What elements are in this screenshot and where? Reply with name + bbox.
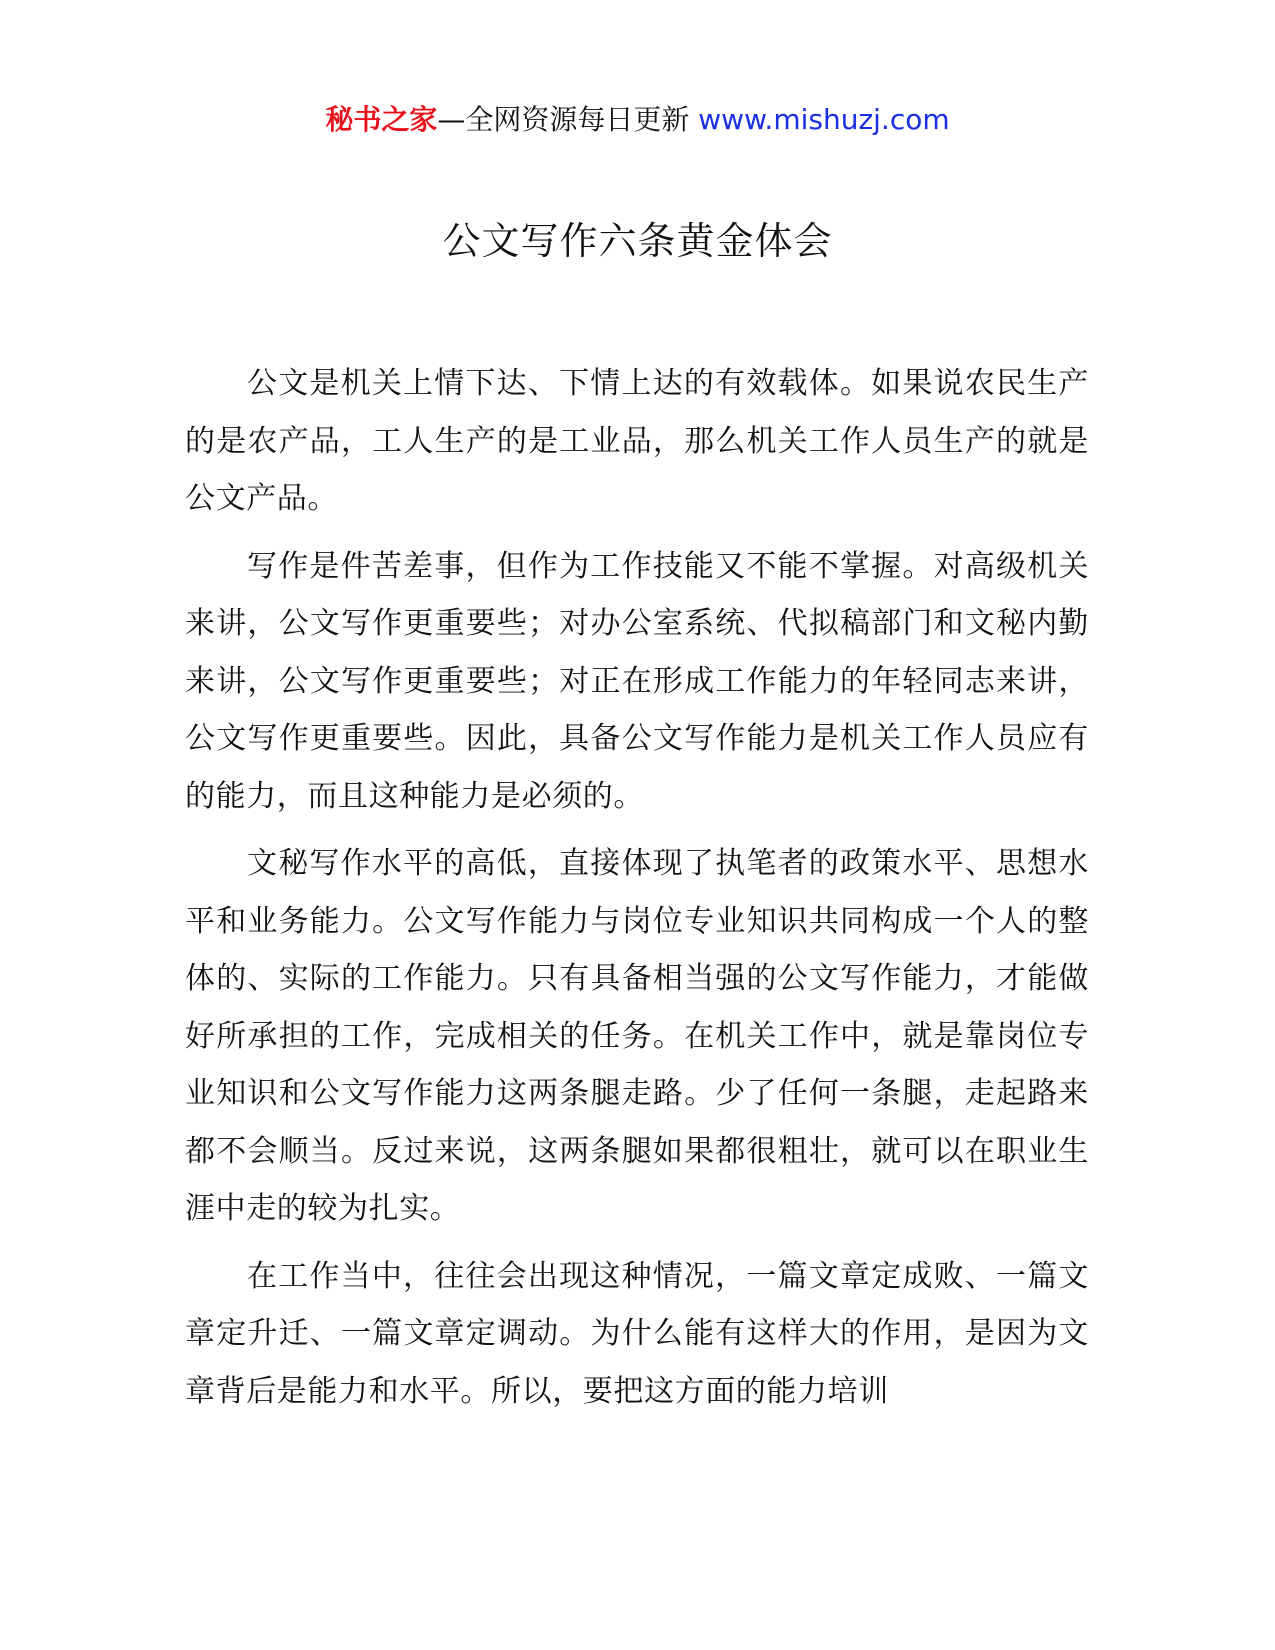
site-header <box>0 100 1275 140</box>
document-body <box>185 355 1089 1430</box>
paragraph-3: 文秘写作水平的高低，直接体现了执笔者的政策水平、思想水平和业务能力。公文写作能力与岗位专业知识共同构成一个人的整体的、实际的工作能力。只有具备相当强的公文写作能力，才能做好所承担的工作，完成相关的任务。在机关工作中，就是靠岗位专业知识和公文写作能力这两条腿走路。少了任何一条腿，走起路来都不会顺当。反过来说，这两条腿如果都很粗壮，就可以在职业生涯中走的较为扎实。 <box>185 846 1089 1226</box>
paragraph-4: 在工作当中，往往会出现这种情况，一篇文章定成败、一篇文章定升迁、一篇文章定调动。为什么能有这样大的作用，是因为文章背后是能力和水平。所以，要把这方面的能力培训 <box>185 1258 1089 1409</box>
paragraph-2: 写作是件苦差事，但作为工作技能又不能不掌握。对高级机关来讲，公文写作更重要些；对办公室系统、代拟稿部门和文秘内勤来讲，公文写作更重要些；对正在形成工作能力的年轻同志来讲，公文写作更重要些。因此，具备公文写作能力是机关工作人员应有的能力，而且这种能力是必须的。 <box>185 548 1089 814</box>
header-tagline: —全网资源每日更新 <box>437 103 699 136</box>
paragraph-1: 公文是机关上情下达、下情上达的有效载体。如果说农民生产的是农产品，工人生产的是工业品，那么机关工作人员生产的就是公文产品。 <box>185 366 1089 516</box>
brand-name: 秘书之家 <box>325 103 438 136</box>
document-title: 公文写作六条黄金体会 <box>442 219 833 263</box>
site-url-link[interactable]: www.mishuzj.com <box>698 103 950 136</box>
